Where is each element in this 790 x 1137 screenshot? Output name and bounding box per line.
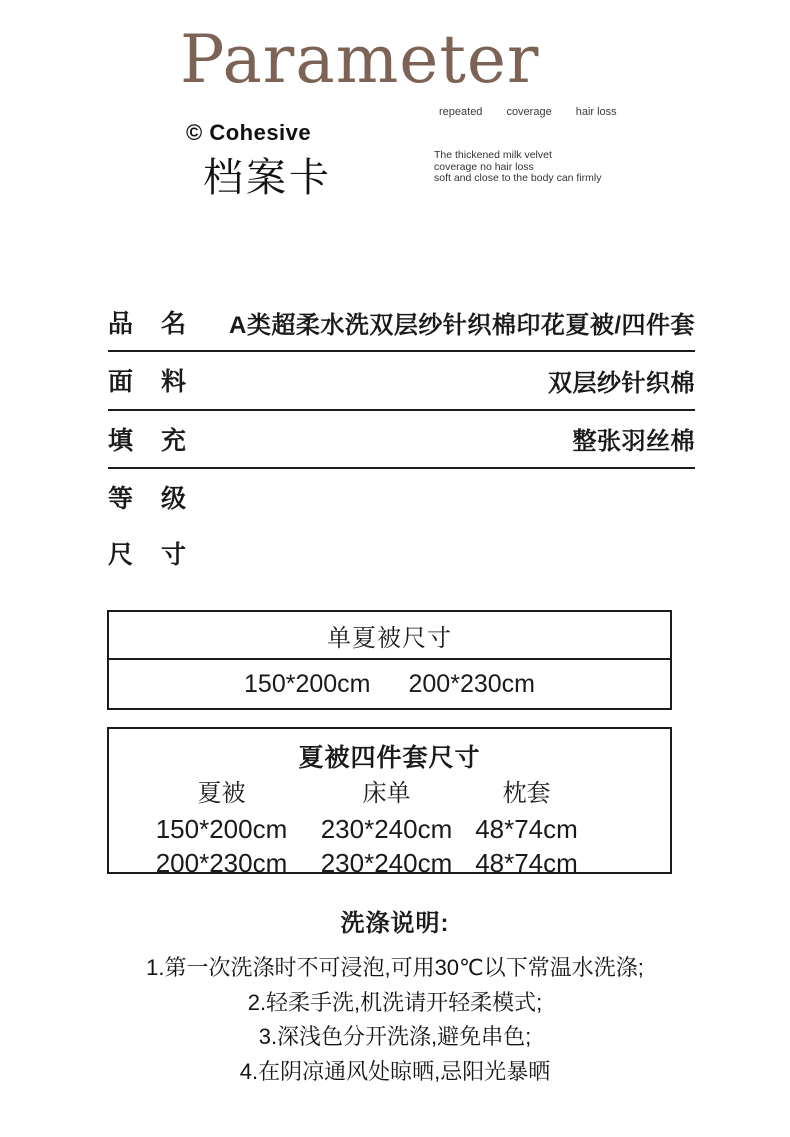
washing-instructions bbox=[0, 903, 790, 1089]
page-title: Parameter bbox=[180, 21, 540, 98]
description-line: soft and close to the body can firmly bbox=[434, 172, 602, 185]
column-header-quilt: 夏被 bbox=[197, 780, 246, 807]
spec-row-grade bbox=[108, 469, 695, 525]
washing-instruction-item: 3.深浅色分开洗涤,避免串色; bbox=[258, 1024, 532, 1049]
washing-instruction-item: 1.第一次洗涤时不可浸泡,可用30℃以下常温水洗涤; bbox=[146, 955, 644, 980]
spec-label: 品 名 bbox=[108, 310, 186, 339]
spec-value: 双层纱针织棉 bbox=[548, 369, 695, 397]
washing-instruction-item: 4.在阴凉通风处晾晒,忌阳光暴晒 bbox=[239, 1058, 551, 1084]
column-header-pillowcase: 枕套 bbox=[502, 780, 551, 807]
spec-label: 尺 寸 bbox=[108, 541, 186, 570]
spec-label: 面 料 bbox=[108, 368, 186, 397]
washing-instructions-title: 洗涤说明: bbox=[340, 910, 450, 937]
spec-value: A类超柔水洗双层纱针织棉印花夏被/四件套 bbox=[229, 311, 695, 339]
description-line: The thickened milk velvet bbox=[434, 149, 552, 161]
feature-tags bbox=[439, 106, 617, 118]
size-value: 200*230cm bbox=[408, 669, 535, 698]
four-piece-set-grid bbox=[139, 776, 670, 879]
four-piece-set-size-table bbox=[107, 727, 672, 878]
table-cell: 48*74cm bbox=[475, 848, 578, 878]
subtitle-archive-card: 档案卡 bbox=[203, 156, 332, 200]
single-quilt-sizes bbox=[109, 660, 670, 708]
spec-value: 整张羽丝棉 bbox=[572, 428, 695, 456]
brand-name: © Cohesive bbox=[186, 120, 312, 145]
feature-description bbox=[434, 150, 602, 185]
single-quilt-size-table bbox=[107, 610, 672, 710]
single-quilt-size-title: 单夏被尺寸 bbox=[109, 612, 670, 660]
table-cell: 230*240cm bbox=[320, 814, 453, 844]
spec-row-fabric bbox=[108, 352, 695, 410]
tag-hair-loss: hair loss bbox=[575, 106, 617, 118]
table-cell: 230*240cm bbox=[320, 848, 453, 878]
size-value: 150*200cm bbox=[244, 669, 371, 698]
washing-instruction-item: 2.轻柔手洗,机洗请开轻柔模式; bbox=[247, 989, 543, 1015]
four-piece-set-title: 夏被四件套尺寸 bbox=[298, 744, 481, 772]
spec-row-size bbox=[108, 525, 695, 581]
tag-repeated: repeated bbox=[439, 106, 483, 118]
tag-coverage: coverage bbox=[506, 106, 552, 118]
spec-row-filling bbox=[108, 411, 695, 469]
spec-list bbox=[108, 294, 695, 581]
table-cell: 150*200cm bbox=[155, 814, 288, 844]
spec-row-product-name bbox=[108, 294, 695, 352]
table-cell: 200*230cm bbox=[155, 848, 288, 878]
column-header-sheet: 床单 bbox=[362, 780, 411, 807]
table-cell: 48*74cm bbox=[475, 814, 578, 844]
spec-label: 填 充 bbox=[108, 426, 186, 455]
spec-label: 等 级 bbox=[108, 485, 186, 514]
description-line: coverage no hair loss bbox=[434, 160, 534, 173]
